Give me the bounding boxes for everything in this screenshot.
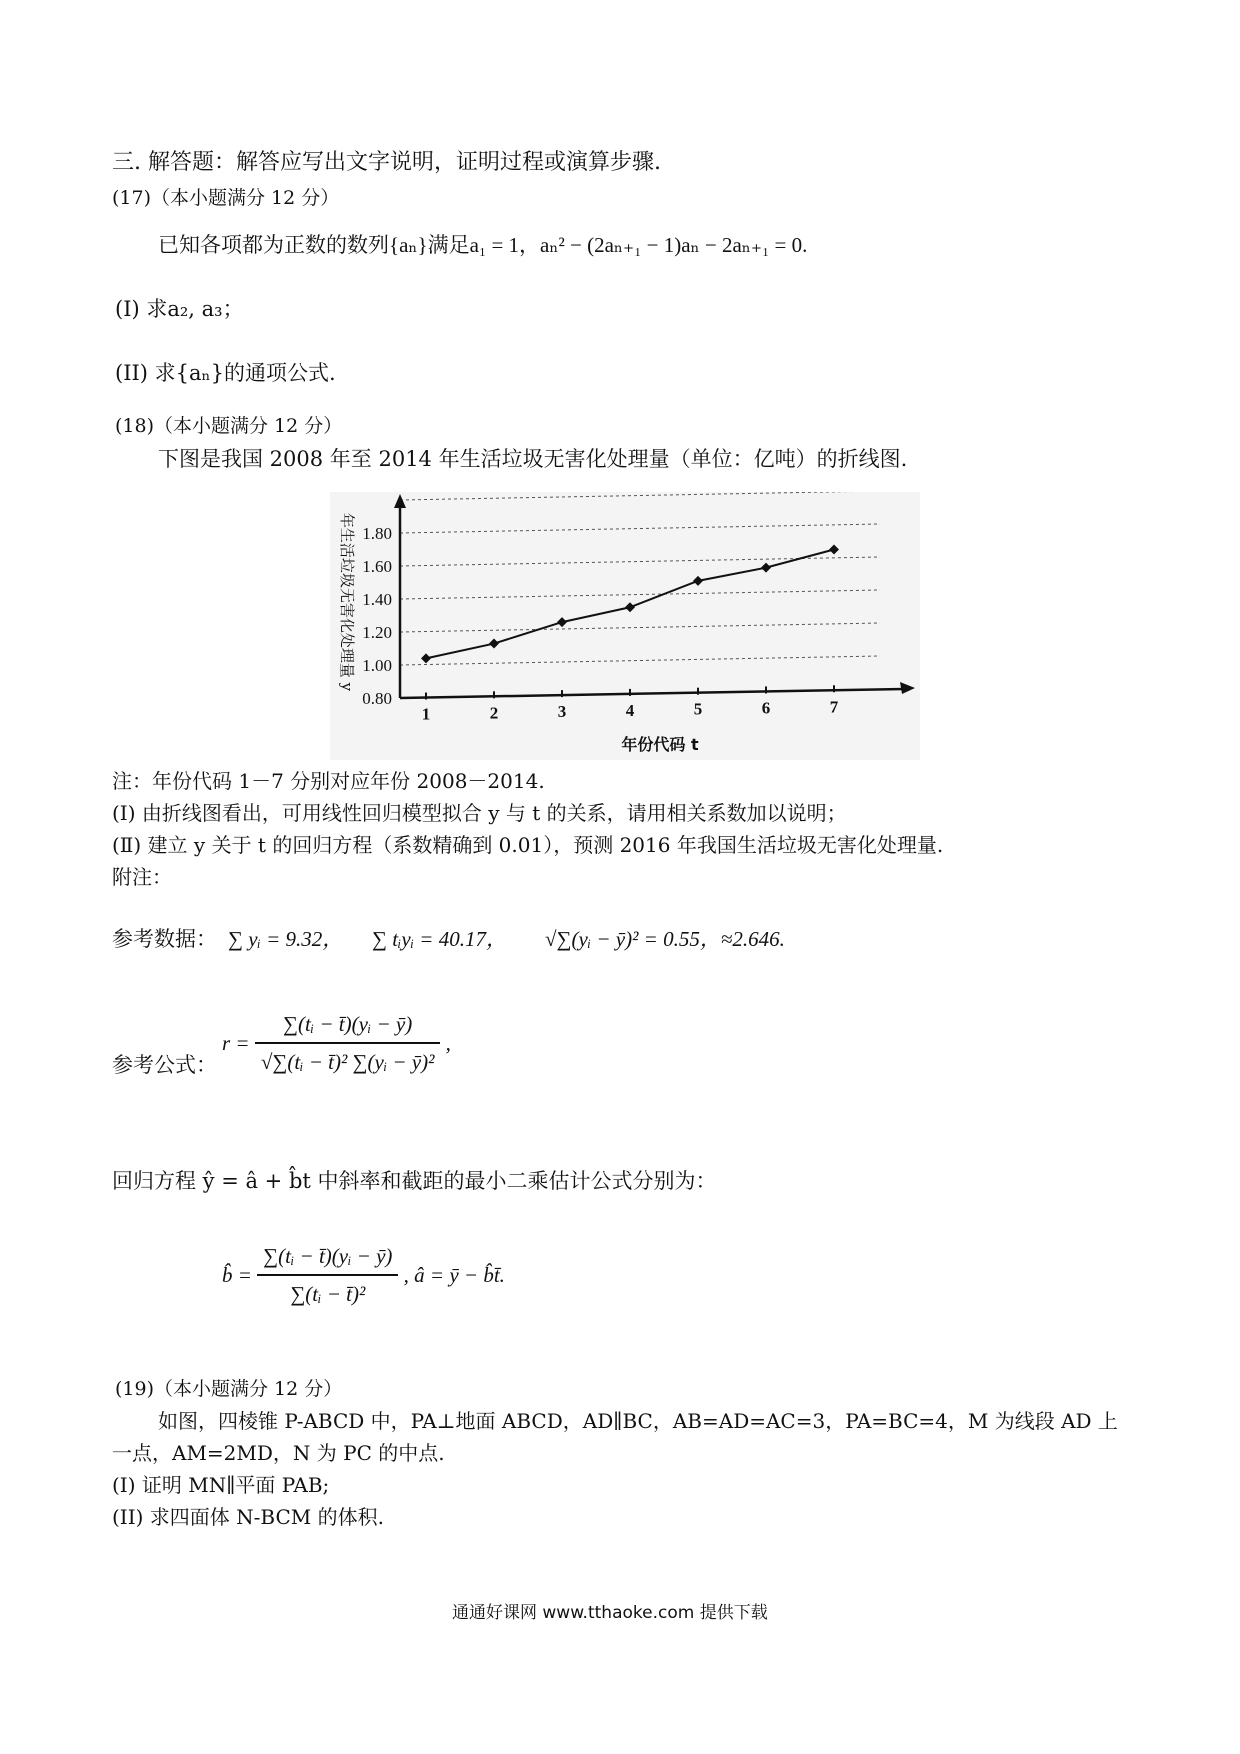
x-tick-label: 2 [489, 703, 499, 723]
data-point [761, 563, 771, 573]
ref-data-sum-ty: ∑ tᵢyᵢ = 40.17， [372, 927, 507, 951]
q19-header: (19)（本小题满分 12 分） [115, 1378, 343, 1400]
gridline [400, 623, 880, 632]
x-tick-label: 7 [829, 697, 839, 717]
section-heading: 三. 解答题：解答应写出文字说明，证明过程或演算步骤. [112, 150, 661, 175]
y-tick-label: 0.80 [362, 689, 392, 708]
gridline [400, 492, 880, 500]
r-formula [222, 1010, 451, 1076]
r-tail: , [445, 1031, 451, 1055]
y-tick-label: 1.60 [362, 557, 392, 576]
q19-stem-line2: 一点，AM=2MD，N 为 PC 的中点. [112, 1441, 445, 1465]
r-numerator: ∑(tᵢ − t̄)(yᵢ − ȳ) [283, 1012, 413, 1036]
ref-data-sqrt: √∑(yᵢ − ȳ)² = 0.55，≈2.646. [545, 927, 785, 951]
r-lhs: r = [222, 1031, 250, 1055]
gridline [400, 524, 880, 533]
r-denominator: √∑(tᵢ − t̄)² ∑(yᵢ − ȳ)² [255, 1042, 441, 1076]
x-axis-arrow [900, 682, 915, 694]
q18-part2: (Ⅱ) 建立 y 关于 t 的回归方程（系数精确到 0.01），预测 2016 年我国生活垃圾无害化处理量. [112, 833, 944, 857]
data-point [557, 617, 567, 627]
data-point [829, 545, 839, 555]
regression-line: 回归方程 ŷ = â + b̂t 中斜率和截距的最小二乘估计公式分别为： [112, 1169, 717, 1193]
x-axis-label: 年份代码 t [621, 735, 699, 754]
y-tick-label: 1.20 [362, 623, 392, 642]
y-tick-label: 1.80 [362, 524, 392, 543]
data-point [693, 576, 703, 586]
x-tick-label: 3 [557, 702, 567, 722]
q17-part1: (I) 求a₂, a₃； [115, 297, 244, 321]
ref-formula-label: 参考公式： [112, 1053, 217, 1077]
y-axis-label: 年生活垃圾无害化处理量 y [338, 512, 356, 692]
x-tick-label: 6 [761, 698, 771, 718]
b-fraction [257, 1242, 398, 1308]
y-axis-arrow [394, 494, 406, 508]
b-denominator: ∑(tᵢ − t̄)² [257, 1274, 398, 1308]
chart-svg [330, 492, 920, 760]
data-point [625, 602, 635, 612]
q18-part1: (Ⅰ) 由折线图看出，可用线性回归模型拟合 y 与 t 的关系，请用相关系数加以说明； [112, 801, 847, 825]
a-formula: , â = ȳ − b̂t̄. [403, 1263, 505, 1287]
q18-appendix: 附注： [112, 865, 172, 889]
b-lhs: b̂ = [222, 1263, 252, 1287]
ref-data-label: 参考数据： [112, 927, 217, 951]
data-point [489, 639, 499, 649]
y-tick-label: 1.40 [362, 590, 392, 609]
q17-stem: 已知各项都为正数的数列{aₙ}满足a₁ = 1，aₙ² − (2aₙ₊₁ − 1)aₙ − 2aₙ₊₁ = 0. [158, 233, 808, 257]
line-chart [330, 492, 920, 760]
y-tick-label: 1.00 [362, 656, 392, 675]
q17-part2: (II) 求{aₙ}的通项公式. [115, 361, 336, 385]
footer: 通通好课网 www.tthaoke.com 提供下载 [452, 1603, 768, 1623]
q18-header: (18)（本小题满分 12 分） [115, 415, 343, 437]
q19-part2: (II) 求四面体 N-BCM 的体积. [112, 1505, 384, 1529]
x-tick-label: 1 [421, 704, 431, 724]
gridline [400, 590, 880, 599]
q17-header: (17)（本小题满分 12 分） [112, 187, 340, 209]
q19-part1: (I) 证明 MN∥平面 PAB; [112, 1473, 330, 1497]
b-formula [222, 1242, 505, 1308]
data-point [421, 653, 431, 663]
q19-stem-line1: 如图，四棱锥 P-ABCD 中，PA⊥地面 ABCD，AD∥BC，AB=AD=AC=3，PA=BC=4，M 为线段 AD 上 [158, 1409, 1118, 1433]
q18-intro: 下图是我国 2008 年至 2014 年生活垃圾无害化处理量（单位：亿吨）的折线图. [158, 447, 908, 471]
b-numerator: ∑(tᵢ − t̄)(yᵢ − ȳ) [263, 1244, 393, 1268]
r-fraction [255, 1010, 441, 1076]
gridline [400, 656, 880, 665]
gridline [400, 557, 880, 566]
q18-note: 注：年份代码 1－7 分别对应年份 2008－2014. [112, 769, 545, 793]
x-tick-label: 4 [625, 700, 635, 720]
ref-data-sum-y: ∑ yᵢ = 9.32， [228, 927, 344, 951]
x-tick-label: 5 [693, 699, 703, 719]
